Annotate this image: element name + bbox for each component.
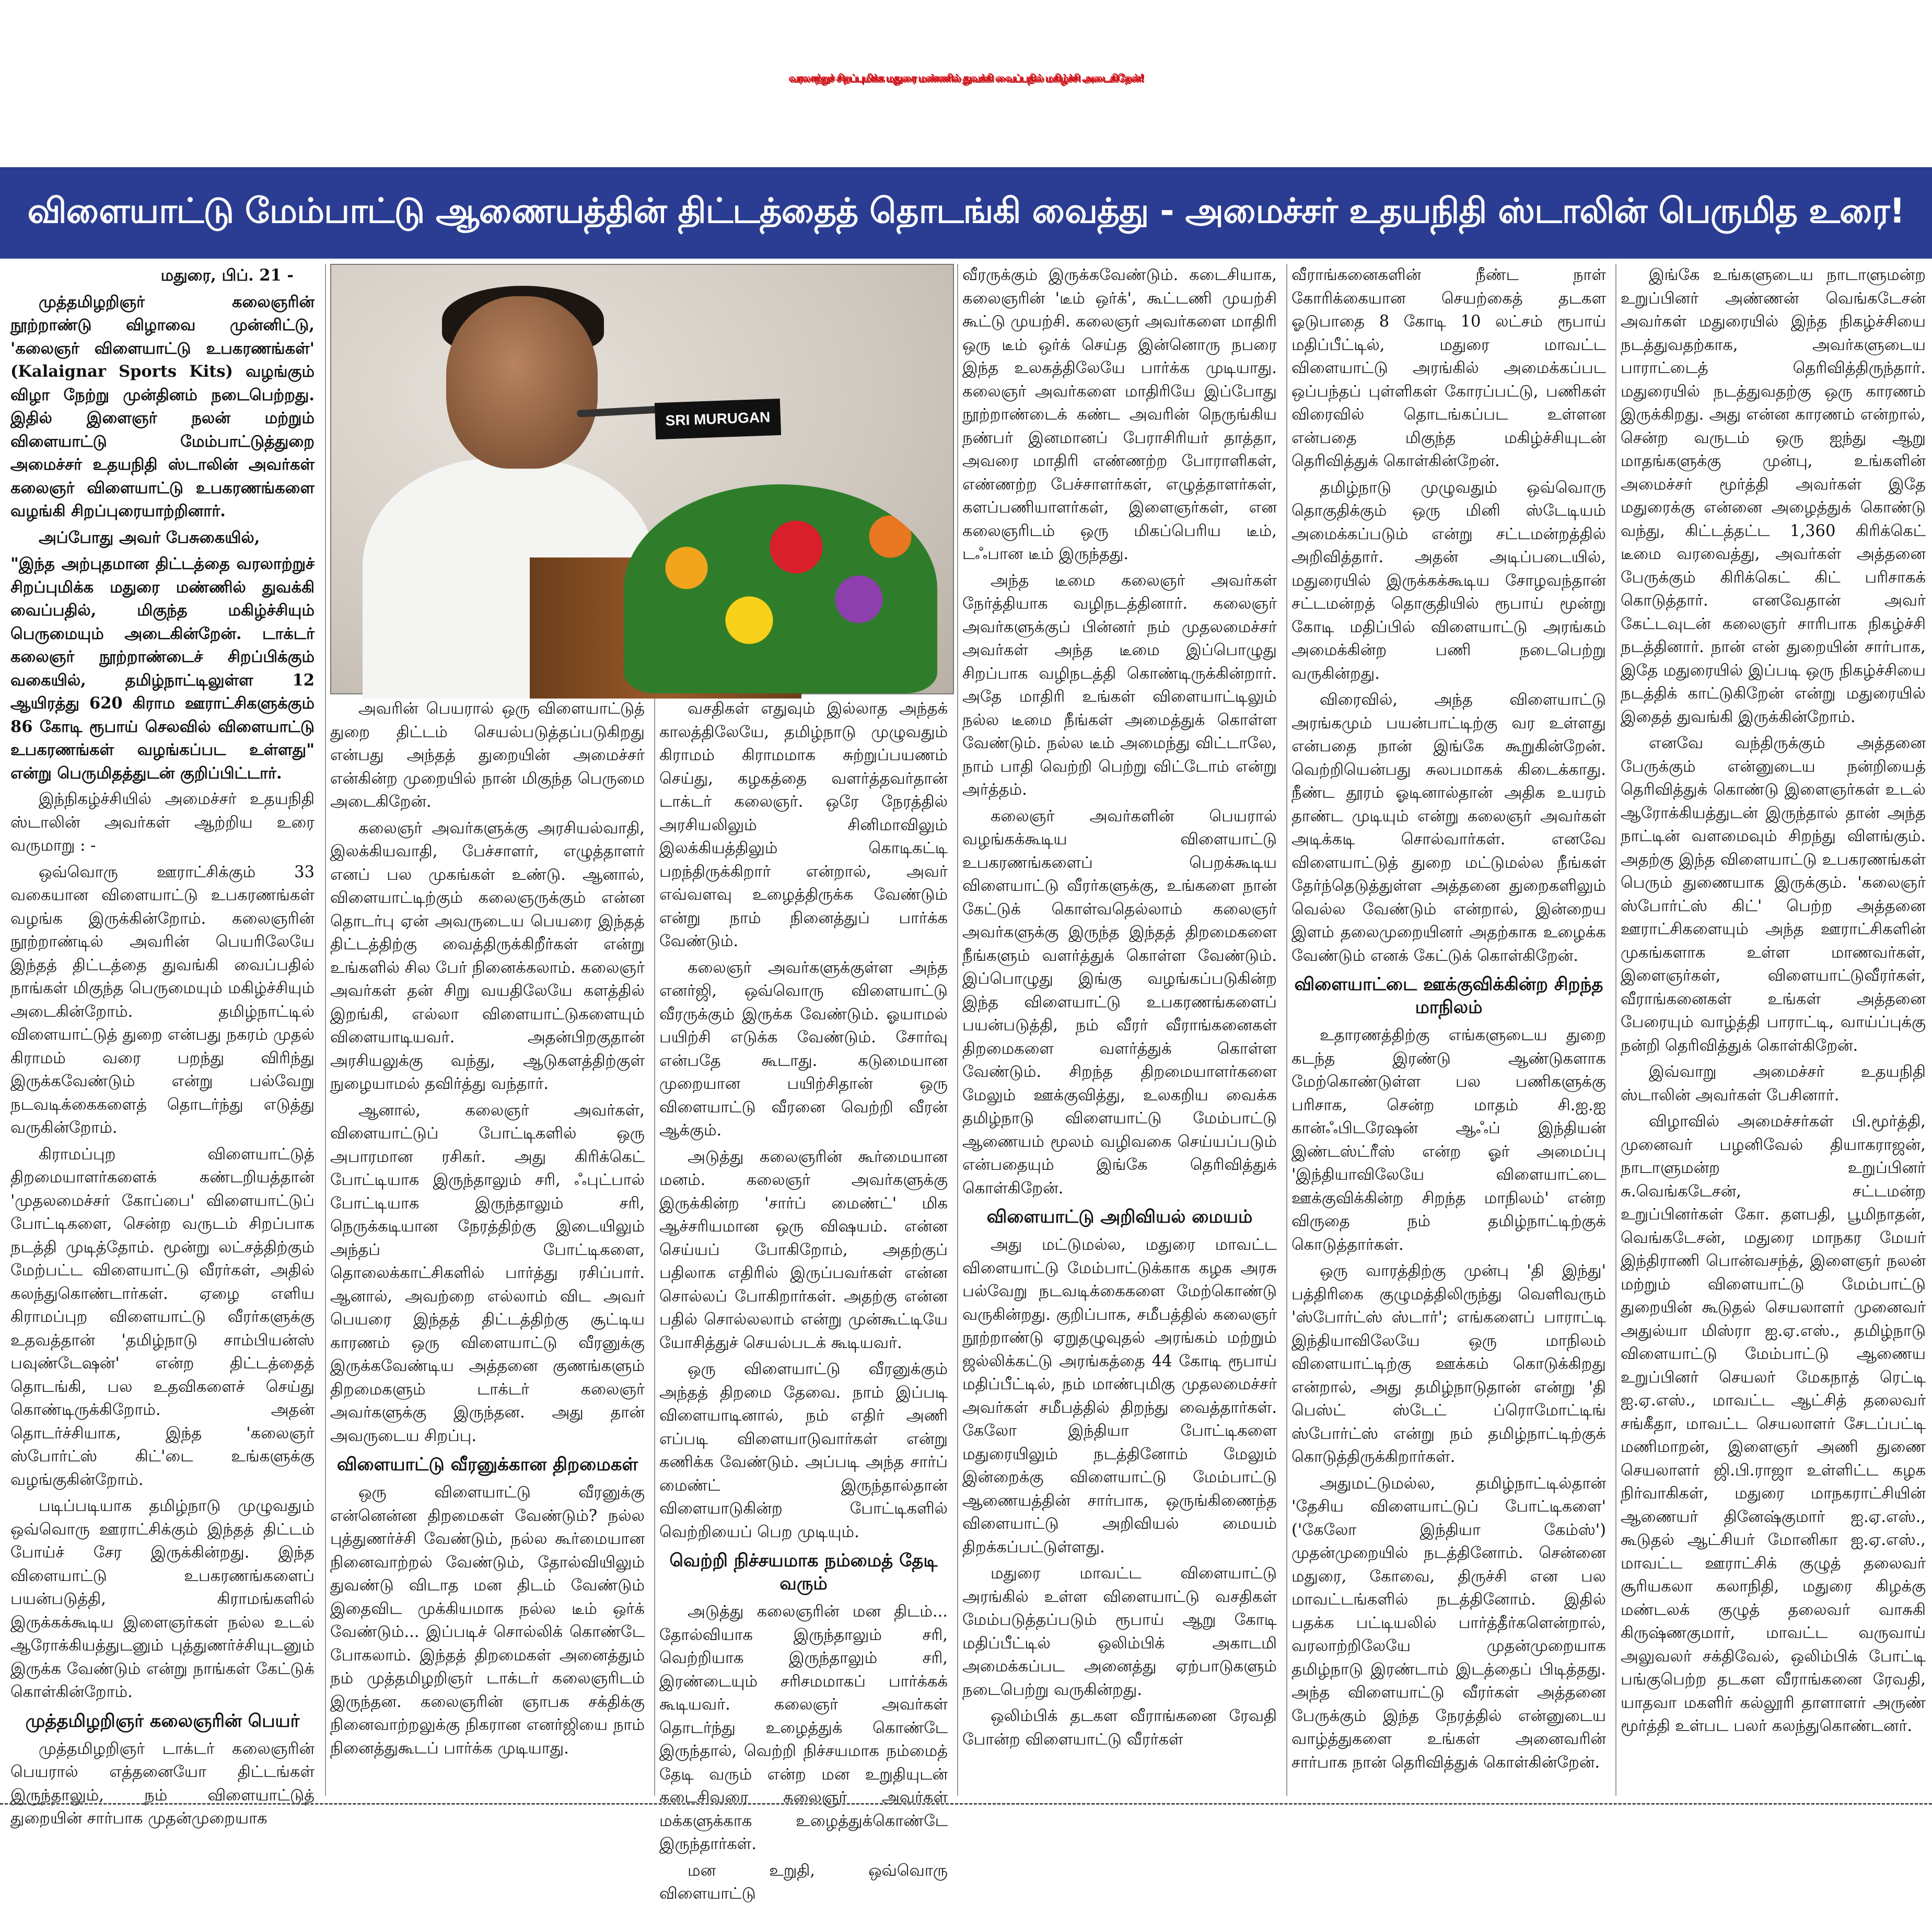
minister-speaking-photo (330, 264, 954, 694)
paragraph: தமிழ்நாடு முழுவதும் ஒவ்வொரு தொகுதிக்கும் ஒரு மினி ஸ்டேடியம் அமைக்கப்படும் என்று சட்டமன்றத்தில் அறிவித்தார். அதன் அடிப்படையில், மதுரையில் இருக்கக்கூடிய சோழவந்தான் சட்டமன்றத் தொகுதியில் ரூபாய் மூன்று கோடி மதிப்பில் விளையாட்டு அரங்கம் அமைக்கின்ற பணி நடைபெற்று வருகின்றது. (1291, 478, 1606, 683)
paragraph: இந்நிகழ்ச்சியில் அமைச்சர் உதயநிதி ஸ்டாலின் அவர்கள் ஆற்றிய உரை வருமாறு : - (10, 790, 315, 855)
paragraph: இவ்வாறு அமைச்சர் உதயநிதி ஸ்டாலின் அவர்கள் பேசினார். (1621, 1063, 1926, 1105)
section-heading: விளையாட்டு வீரனுக்கான திறமைகள் (336, 1454, 638, 1475)
subheadline: விளையாட்டு மேம்பாட்டு ஆணையத்தின் திட்டத்தைத் தொடங்கி வைத்து - அமைச்சர் உதயநிதி ஸ்டாலின் பெருமித உரை! (27, 190, 1905, 231)
paragraph: முத்தமிழறிஞர் டாக்டர் கலைஞரின் பெயரால் எத்தனையோ திட்டங்கள் இருந்தாலும், நம் விளையாட்டுத் துறையின் சார்பாக முதன்முறையாக (10, 1739, 315, 1828)
paragraph: உதாரணத்திற்கு எங்களுடைய துறை கடந்த இரண்டு ஆண்டுகளாக மேற்கொண்டுள்ள பல பணிகளுக்கு பரிசாக, சென்ற மாதம் சி.ஐ.ஐ கான்ஃபிடரேஷன் ஆஃப் இந்தியன் இண்டஸ்ட்ரீஸ் என்ற ஓர் அமைப்பு 'இந்தியாவிலேயே விளையாட்டை ஊக்குவிக்கின்ற சிறந்த மாநிலம்' என்ற விருதை நம் தமிழ்நாட்டிற்குக் கொடுத்தார்கள். (1291, 1026, 1606, 1254)
article-column-1 (10, 264, 324, 1828)
column-separator (325, 264, 326, 1796)
paragraph: அப்போது அவர் பேசுகையில், (39, 528, 260, 547)
paragraph: அடுத்து கலைஞரின் கூர்மையான மனம். கலைஞர் அவர்களுக்கு இருக்கின்ற 'சார்ப் மைண்ட்' மிக ஆச்சரியமான ஒரு விஷயம். என்ன செய்யப் போகிறோம், அதற்குப் பதிலாக எதிரில் இருப்பவர்கள் என்ன சொல்லப் போகிறார்கள். அதற்கு என்ன பதில் சொல்லலாம் என்று முன்கூட்டியே யோசித்துச் செயல்படக் கூடியவர். (659, 1147, 948, 1352)
dateline: மதுரை, பிப். 21 - (160, 266, 294, 285)
article-column-3 (659, 698, 957, 1903)
column-separator (957, 264, 958, 1796)
section-heading: முத்தமிழறிஞர் கலைஞரின் பெயர் (25, 1710, 300, 1731)
article-column-4 (962, 264, 1286, 1796)
paragraph: விழாவில் அமைச்சர்கள் பி.மூர்த்தி, முனைவர் பழனிவேல் தியாகராஜன், நாடாளுமன்ற உறுப்பினர் சு.வெங்கடேசன், சட்டமன்ற உறுப்பினர்கள் கோ. தளபதி, பூமிநாதன், வெங்கடேசன், மதுரை மாநகர மேயர் இந்திராணி பொன்வசந்த், இளைஞர் நலன் மற்றும் விளையாட்டு மேம்பாட்டு துறையின் கூடுதல் செயலாளர் முனைவர் அதுல்யா மிஸ்ரா ஐ.ஏ.எஸ்., தமிழ்நாடு விளையாட்டு மேம்பாட்டு ஆணைய உறுப்பினர் செயலர் மேகநாத் ரெட்டி ஐ.ஏ.எஸ்., மாவட்ட ஆட்சித் தலைவர் சங்கீதா, மாவட்ட செயலாளர் சேடப்பட்டி மணிமாறன், இளைஞர் அணி துணை செயலாளர் ஜி.பி.ராஜா உள்ளிட்ட கழக நிர்வாகிகள், மதுரை மாநகராட்சியின் ஆணையர் தினேஷ்குமார் ஐ.ஏ.எஸ்., கூடுதல் ஆட்சியர் மோனிகா ஐ.ஏ.எஸ்., மாவட்ட ஊராட்சிக் குழுத் தலைவர் சூரியகலா கலாநிதி, மதுரை கிழக்கு மண்டலக் குழுத் தலைவர் வாசுகி கிருஷ்ணகுமார், மாவட்ட வருவாய் அலுவலர் சக்திவேல், ஒலிம்பிக் போட்டி பங்குபெற்ற தடகள வீராங்கனை ரேவதி, யாதவா மகளிர் கல்லூரி தாளாளர் அருண் மூர்த்தி உள்பட பலர் கலந்துகொண்டனர். (1621, 1112, 1926, 1735)
paragraph: அவரின் பெயரால் ஒரு விளையாட்டுத் துறை திட்டம் செயல்படுத்தப்படுகிறது என்பது அந்தத் துறையின் அமைச்சர் என்கின்ற முறையில் நான் மிகுந்த பெருமை அடைகிறேன். (330, 700, 645, 811)
paragraph: ஒரு வாரத்திற்கு முன்பு 'தி இந்து' பத்திரிகை குழுமத்திலிருந்து வெளிவரும் 'ஸ்போர்ட்ஸ் ஸ்டார்'; எங்களைப் பாராட்டி இந்தியாவிலேயே ஒரு மாநிலம் விளையாட்டிற்கு ஊக்கம் கொடுக்கிறது என்றால், அது தமிழ்நாடுதான் என்று 'தி பெஸ்ட் ஸ்டேட் ப்ரொமோட்டிங் ஸ்போர்ட்ஸ் என்று நம் தமிழ்நாட்டிற்குக் கொடுத்திருக்கிறார்கள். (1291, 1262, 1606, 1466)
section-heading: வெற்றி நிச்சயமாக நம்மைத் தேடி வரும் (669, 1550, 938, 1594)
paragraph: படிப்படியாக தமிழ்நாடு முழுவதும் ஒவ்வொரு ஊராட்சிக்கும் இந்தத் திட்டம் போய்ச் சேர இருக்கின்றது. இந்த விளையாட்டு உபகரணங்களைப் பயன்படுத்தி, கிராமங்களில் இருக்கக்கூடிய இளைஞர்கள் நல்ல உடல் ஆரோக்கியத்துடனும் புத்துணர்ச்சியுடனும் இருக்க வேண்டும் என்று நாங்கள் கேட்டுக் கொள்கின்றோம். (10, 1497, 315, 1701)
paragraph: வசதிகள் எதுவும் இல்லாத அந்தக் காலத்திலேயே, தமிழ்நாடு முழுவதும் கிராமம் கிராமமாக சுற்றுப்பயணம் செய்து, கழகத்தை வளர்த்தவர்தான் டாக்டர் கலைஞர். ஒரே நேரத்தில் அரசியலிலும் சினிமாவிலும் இலக்கியத்திலும் கொடிகட்டி பறந்திருக்கிறார் என்றால், அவர் எவ்வளவு உழைத்திருக்க வேண்டும் என்று நாம் நினைத்துப் பார்க்க வேண்டும். (659, 700, 948, 950)
paragraph: இங்கே உங்களுடைய நாடாளுமன்ற உறுப்பினர் அண்ணன் வெங்கடேசன் அவர்கள் மதுரையில் இந்த நிகழ்ச்சியை நடத்துவதற்காக, அவர்களுடைய பாராட்டைத் தெரிவித்திருந்தார். மதுரையில் நடத்துவதற்கு ஒரு காரணம் இருக்கிறது. அது என்ன காரணம் என்றால், சென்ற வருடம் ஒரு ஐந்து ஆறு மாதங்களுக்கு முன்பு, உங்களின் அமைச்சர் மூர்த்தி அவர்கள் இதே மதுரைக்கு என்னை அழைத்துக் கொண்டு வந்து, கிட்டத்தட்ட 1,360 கிரிக்கெட் டீமை வரவைத்து, அவர்கள் அத்தனை பேருக்கும் கிரிக்கெட் கிட் பரிசாகக் கொடுத்தார். எனவேதான் அவர் கேட்டவுடன் கலைஞர் சாரிபாக நிகழ்ச்சி நடத்தினார். நான் என் துறையின் சார்பாக, இதே மதுரையில் இப்படி ஒரு நிகழ்ச்சியை நடத்திக் காட்டுகிறேன் என்று மதுரையில் இதைத் துவங்கி இருக்கின்றோம். (1621, 266, 1926, 726)
paragraph: விரைவில், அந்த விளையாட்டு அரங்கமும் பயன்பாட்டிற்கு வர உள்ளது என்பதை நான் இங்கே கூறுகின்றேன். வெற்றியென்பது சுலபமாகக் கிடைக்காது. நீண்ட தூரம் ஓடினால்தான் அதிக உயரம் தாண்ட முடியும் என்று கலைஞர் அவர்கள் அடிக்கடி சொல்வார்கள். எனவே விளையாட்டுத் துறை மட்டுமல்ல நீங்கள் தேர்ந்தெடுத்துள்ள அத்தனை துறைகளிலும் வெல்ல வேண்டும் என்றால், இன்றைய இளம் தலைமுறையினர் அதற்காக உழைக்க வேண்டும் எனக் கேட்டுக் கொள்கிறேன். (1291, 691, 1606, 965)
paragraph: ஆனால், கலைஞர் அவர்கள், விளையாட்டுப் போட்டிகளில் ஒரு அபாரமான ரசிகர். அது கிரிக்கெட் போட்டியாக இருந்தாலும் சரி, ஃபுட்பால் போட்டியாக இருந்தாலும் சரி, நெருக்கடியான நேரத்திற்கு இடையிலும் அந்தப் போட்டிகளை, தொலைக்காட்சிகளில் பார்த்து ரசிப்பார். ஆனால், அவற்றை எல்லாம் விட அவர் பெயரை இந்தத் திட்டத்திற்கு சூட்டிய காரணம் ஒரு விளையாட்டு வீரனுக்கு இருக்கவேண்டிய அத்தனை குணங்களும் திறமைகளும் டாக்டர் கலைஞர் அவர்களுக்கு இருந்தன. அது தான் அவருடைய சிறப்பு. (330, 1101, 645, 1445)
headline: வரலாற்றுச் சிறப்புமிக்க மதுரை மண்ணில் துவக்கி வைப்பதில் மகிழ்ச்சி அடைகிறேன்! (788, 71, 1144, 84)
paragraph: கலைஞர் அவர்களுக்கு அரசியல்வாதி, இலக்கியவாதி, பேச்சாளர், எழுத்தாளர் எனப் பல முகங்கள் உண்டு. ஆனால், விளையாட்டிற்கும் கலைஞருக்கும் என்ன தொடர்பு ஏன் அவருடைய பெயரை இந்தத் திட்டத்திற்கு வைத்திருக்கிறீர்கள் என்று உங்களில் சில பேர் நினைக்கலாம். கலைஞர் அவர்கள் தன் சிறு வயதிலேயே களத்தில் இறங்கி, எல்லா விளையாட்டுகளையும் விளையாடியவர். அதன்பிறகுதான் அரசியலுக்கு வந்து, ஆடுகளத்திற்குள் நுழையாமல் தவிர்த்து வந்தார். (330, 819, 645, 1093)
paragraph: அடுத்து கலைஞரின் மன திடம்... தோல்வியாக இருந்தாலும் சரி, வெற்றியாக இருந்தாலும் சரி, இரண்டையும் சரிசமமாகப் பார்க்கக் கூடியவர். கலைஞர் அவர்கள் தொடர்ந்து உழைத்துக் கொண்டே இருந்தால், வெற்றி நிச்சயமாக நம்மைத் தேடி வரும் என்ற மன உறுதியுடன் கடைசிவரை கலைஞர் அவர்கள் மக்களுக்காக உழைத்துக்கொண்டே இருந்தார்கள். (659, 1602, 948, 1853)
paragraph: ஒரு விளையாட்டு வீரனுக்கு என்னென்ன திறமைகள் வேண்டும்? நல்ல புத்துணர்ச்சி வேண்டும், நல்ல கூர்மையான நினைவாற்றல் வேண்டும், தோல்வியிலும் துவண்டு விடாத மன திடம் வேண்டும் இதைவிட முக்கியமாக நல்ல டீம் ஒர்க் வேண்டும்... இப்படிச் சொல்லிக் கொண்டே போகலாம். இந்தத் திறமைகள் அனைத்தும் நம் முத்தமிழறிஞர் டாக்டர் கலைஞரிடம் இருந்தன. கலைஞரின் ஞாபக சக்திக்கு நினைவாற்றலுக்கு நிகரான எனர்ஜியை நாம் நினைத்துகூடப் பார்க்க முடியாது. (330, 1483, 645, 1758)
paragraph: வீரருக்கும் இருக்கவேண்டும். கடைசியாக, கலைஞரின் 'டீம் ஒர்க்', கூட்டணி முயற்சி கூட்டு முயற்சி. கலைஞர் அவர்களை மாதிரி ஒரு டீம் ஒர்க் செய்த இன்னொரு நபரை இந்த உலகத்திலேயே பார்க்க முடியாது. கலைஞர் அவர்களை மாதிரியே இப்போது நூற்றாண்டைக் கண்ட அவரின் நெருங்கிய நண்பர் இனமானப் பேராசிரியர் தாத்தா, அவரை மாதிரி எண்ணற்ற போராளிகள், எண்ணற்ற பேச்சாளர்கள், எழுத்தாளர்கள், களப்பணியாளர்கள், இளைஞர்கள், என கலைஞரிடம் ஒரு மிகப்பெரிய டீம், டஃபான டீம் இருந்தது. (962, 266, 1277, 563)
article-column-6 (1621, 264, 1929, 1796)
paragraph: எனவே வந்திருக்கும் அத்தனை பேருக்கும் என்னுடைய நன்றியைத் தெரிவித்துக் கொண்டு இளைஞர்கள் உடல் ஆரோக்கியத்துடன் இருந்தால் தான் அந்த நாட்டின் வளமைவும் சிறந்து விளங்கும். அதற்கு இந்த விளையாட்டு உபகரணங்கள் பெரும் துணையாக இருக்கும். 'கலைஞர் ஸ்போர்ட்ஸ் கிட்' பெற்ற அத்தனை ஊராட்சிகளையும் அந்த ஊராட்சிகளின் முகங்களாக உள்ள மாணவர்கள், இளைஞர்கள், விளையாட்டுவீரர்கள், வீராங்கனைகள் உங்கள் அத்தனை பேரையும் வாழ்த்தி பாராட்டி, வாய்ப்புக்கு நன்றி தெரிவித்துக் கொள்கிறேன். (1621, 734, 1926, 1055)
paragraph: மதுரை மாவட்ட விளையாட்டு அரங்கில் உள்ள விளையாட்டு வசதிகள் மேம்படுத்தப்படும் ரூபாய் ஆறு கோடி மதிப்பீட்டில் ஒலிம்பிக் அகாடமி அமைக்கப்பட அனைத்து ஏற்பாடுகளும் நடைபெற்று வருகின்றது. (962, 1564, 1277, 1699)
podium-sign: SRI MURUGAN (655, 399, 781, 439)
paragraph: ஒலிம்பிக் தடகள வீராங்கனை ரேவதி போன்ற விளையாட்டு வீரர்கள் (962, 1707, 1277, 1749)
column-separator (1286, 264, 1287, 1796)
section-heading: விளையாட்டு அறிவியல் மையம் (986, 1206, 1253, 1227)
paragraph: அந்த டீமை கலைஞர் அவர்கள் நேர்த்தியாக வழிநடத்தினார். கலைஞர் அவர்களுக்குப் பின்னர் நம் முதலமைச்சர் அவர்கள் அந்த டீமை இப்பொழுது சிறப்பாக வழிநடத்தி கொண்டிருக்கின்றார். அதே மாதிரி உங்கள் விளையாட்டிலும் நல்ல டீமை நீங்கள் அமைத்துக் கொள்ள வேண்டும். நல்ல டீம் அமைந்து விட்டாலே, நாம் பாதி வெற்றி பெற்று விட்டோம் என்று அர்த்தம். (962, 571, 1277, 799)
face (446, 296, 598, 469)
bottom-dashed-rule (0, 1801, 1932, 1805)
paragraph: கிராமப்புற விளையாட்டுத் திறமையாளர்களைக் கண்டறியத்தான் 'முதலமைச்சர் கோப்பை' விளையாட்டுப் போட்டிகளை, சென்ற வருடம் சிறப்பாக நடத்தி முடித்தோம். மூன்று லட்சத்திற்கும் மேற்பட்ட விளையாட்டு வீரர்கள், அதில் கலந்துகொண்டார்கள். ஏழை எளிய கிராமப்புற விளையாட்டு வீரர்களுக்கு உதவத்தான் 'தமிழ்நாடு சாம்பியன்ஸ் பவுண்டேஷன்' என்ற திட்டத்தைத் தொடங்கி, பல உதவிகளைச் செய்து கொண்டிருக்கிறோம். அதன் தொடர்ச்சியாக, இந்த 'கலைஞர் ஸ்போர்ட்ஸ் கிட்'டை உங்களுக்கு வழங்குகின்றோம். (10, 1145, 315, 1489)
section-heading: விளையாட்டை ஊக்குவிக்கின்ற சிறந்த மாநிலம் (1294, 974, 1603, 1018)
column-separator (1615, 264, 1616, 1796)
paragraph: கலைஞர் அவர்களுக்குள்ள அந்த எனர்ஜி, ஒவ்வொரு விளையாட்டு வீரருக்கும் இருக்க வேண்டும். ஓயாமல் பயிற்சி எடுக்க வேண்டும். சோர்வு என்பதே கூடாது. கடுமையான முறையான பயிற்சிதான் ஒரு விளையாட்டு வீரனை வெற்றி வீரன் ஆக்கும். (659, 958, 948, 1140)
pull-quote: "இந்த அற்புதமான திட்டத்தை வரலாற்றுச் சிறப்புமிக்க மதுரை மண்ணில் துவக்கி வைப்பதில், மிகுந்த மகிழ்ச்சியும் பெருமையும் அடைகின்றேன். டாக்டர் கலைஞர் நூற்றாண்டைச் சிறப்பிக்கும் வகையில், தமிழ்நாட்டிலுள்ள 12 ஆயிரத்து 620 கிராம ஊராட்சிகளுக்கும் 86 கோடி ரூபாய் செலவில் விளையாட்டு உபகரணங்கள் வழங்கப்பட உள்ளது" என்று பெருமிதத்துடன் குறிப்பிட்டார். (10, 554, 315, 783)
article-column-2 (330, 698, 654, 1796)
paragraph: மன உறுதி, ஒவ்வொரு விளையாட்டு (659, 1861, 948, 1903)
paragraph: கலைஞர் அவர்களின் பெயரால் வழங்கக்கூடிய விளையாட்டு உபகரணங்களைப் பெறக்கூடிய விளையாட்டு வீரர்களுக்கு, உங்களை நான் கேட்டுக் கொள்வதெல்லாம் கலைஞர் அவர்களுக்கு இருந்த இந்தத் திறமைகளை நீங்களும் வளர்த்துக் கொள்ள வேண்டும். இப்பொழுது இங்கு வழங்கப்படுகின்ற இந்த விளையாட்டு உபகரணங்களைப் பயன்படுத்தி, நம் வீரர் வீராங்கனைகள் திறமைகளை வளர்த்துக் கொள்ள வேண்டும். சிறந்த திறமையாளர்களை மேலும் ஊக்குவித்து, உலகறிய வைக்க தமிழ்நாடு விளையாட்டு மேம்பாட்டு ஆணையம் மூலம் வழிவகை செய்யப்படும் என்பதையும் இங்கே தெரிவித்துக் கொள்கிறேன். (962, 807, 1277, 1198)
article-column-5 (1291, 264, 1615, 1796)
paragraph: வீராங்கனைகளின் நீண்ட நாள் கோரிக்கையான செயற்கைத் தடகள ஓடுபாதை 8 கோடி 10 லட்சம் ரூபாய் மதிப்பீட்டில், மதுரை மாவட்ட விளையாட்டு அரங்கில் அமைக்கப்பட ஒப்பந்தப் புள்ளிகள் கோரப்பட்டு, பணிகள் விரைவில் தொடங்கப்பட உள்ளன என்பதை மிகுந்த மகிழ்ச்சியுடன் தெரிவித்துக் கொள்கின்றேன். (1291, 266, 1606, 470)
paragraph: ஒவ்வொரு ஊராட்சிக்கும் 33 வகையான விளையாட்டு உபகரணங்கள் வழங்க இருக்கின்றோம். கலைஞரின் நூற்றாண்டில் அவரின் பெயரிலேயே இந்தத் திட்டத்தை துவங்கி வைப்பதில் நாங்கள் மிகுந்த பெருமையும் மகிழ்ச்சியும் அடைகின்றோம். தமிழ்நாட்டில் விளையாட்டுத் துறை என்பது நகரம் முதல் கிராமம் வரை பறந்து விரிந்து இருக்கவேண்டும் என்று பல்வேறு நடவடிக்கைகளைத் தொடர்ந்து எடுத்து வருகின்றோம். (10, 863, 315, 1137)
lead-paragraph: முத்தமிழறிஞர் கலைஞரின் நூற்றாண்டு விழாவை முன்னிட்டு, 'கலைஞர் விளையாட்டு உபகரணங்கள்' (Kalaignar Sports Kits) வழங்கும் விழா நேற்று முன்தினம் நடைபெற்றது. இதில் இளைஞர் நலன் மற்றும் விளையாட்டு மேம்பாட்டுத்துறை அமைச்சர் உதயநிதி ஸ்டாலின் அவர்கள் கலைஞர் விளையாட்டு உபகரணங்களை வழங்கி சிறப்புரையாற்றினார். (10, 292, 315, 520)
flower-bouquet (624, 484, 937, 693)
subheadline-banner (0, 162, 1932, 259)
paragraph: ஒரு விளையாட்டு வீரனுக்கும் அந்தத் திறமை தேவை. நாம் இப்படி விளையாடினால், நம் எதிர் அணி எப்படி விளையாடுவார்கள் என்று கணிக்க வேண்டும். அப்படி அந்த சார்ப் மைண்ட் இருந்தால்தான் விளையாடுகின்ற போட்டிகளில் வெற்றியைப் பெற முடியும். (659, 1360, 948, 1541)
paragraph: அது மட்டுமல்ல, மதுரை மாவட்ட விளையாட்டு மேம்பாட்டுக்காக கழக அரசு பல்வேறு நடவடிக்கைகளை மேற்கொண்டு வருகின்றது. குறிப்பாக, சமீபத்தில் கலைஞர் நூற்றாண்டு ஏறுதழுவுதல் அரங்கம் மற்றும் ஜல்லிக்கட்டு அரங்கத்தை 44 கோடி ரூபாய் மதிப்பீட்டில், நம் மாண்புமிகு முதலமைச்சர் அவர்கள் சமீபத்தில் திறந்து வைத்தார்கள். கேலோ இந்தியா போட்டிகளை மதுரையிலும் நடத்தினோம் மேலும் இன்றைக்கு விளையாட்டு மேம்பாட்டு ஆணையத்தின் சார்பாக, ஒருங்கிணைந்த விளையாட்டு அறிவியல் மையம் திறக்கப்பட்டுள்ளது. (962, 1236, 1277, 1556)
column-separator (654, 698, 655, 1796)
paragraph: அதுமட்டுமல்ல, தமிழ்நாட்டில்தான் 'தேசிய விளையாட்டுப் போட்டிகளை' ('கேலோ இந்தியா கேம்ஸ்') முதன்முறையில் நடத்தினோம். சென்னை மதுரை, கோவை, திருச்சி என பல மாவட்டங்களில் நடத்தினோம். இதில் பதக்க பட்டியலில் பார்த்தீர்களென்றால், வரலாற்றிலேயே முதன்முறையாக தமிழ்நாடு இரண்டாம் இடத்தைப் பிடித்தது. அந்த விளையாட்டு வீரர்கள் அத்தனை பேருக்கும் இந்த நேரத்தில் என்னுடைய வாழ்த்துகளை உங்கள் அனைவரின் சார்பாக நான் தெரிவித்துக் கொள்கின்றேன். (1291, 1474, 1606, 1772)
